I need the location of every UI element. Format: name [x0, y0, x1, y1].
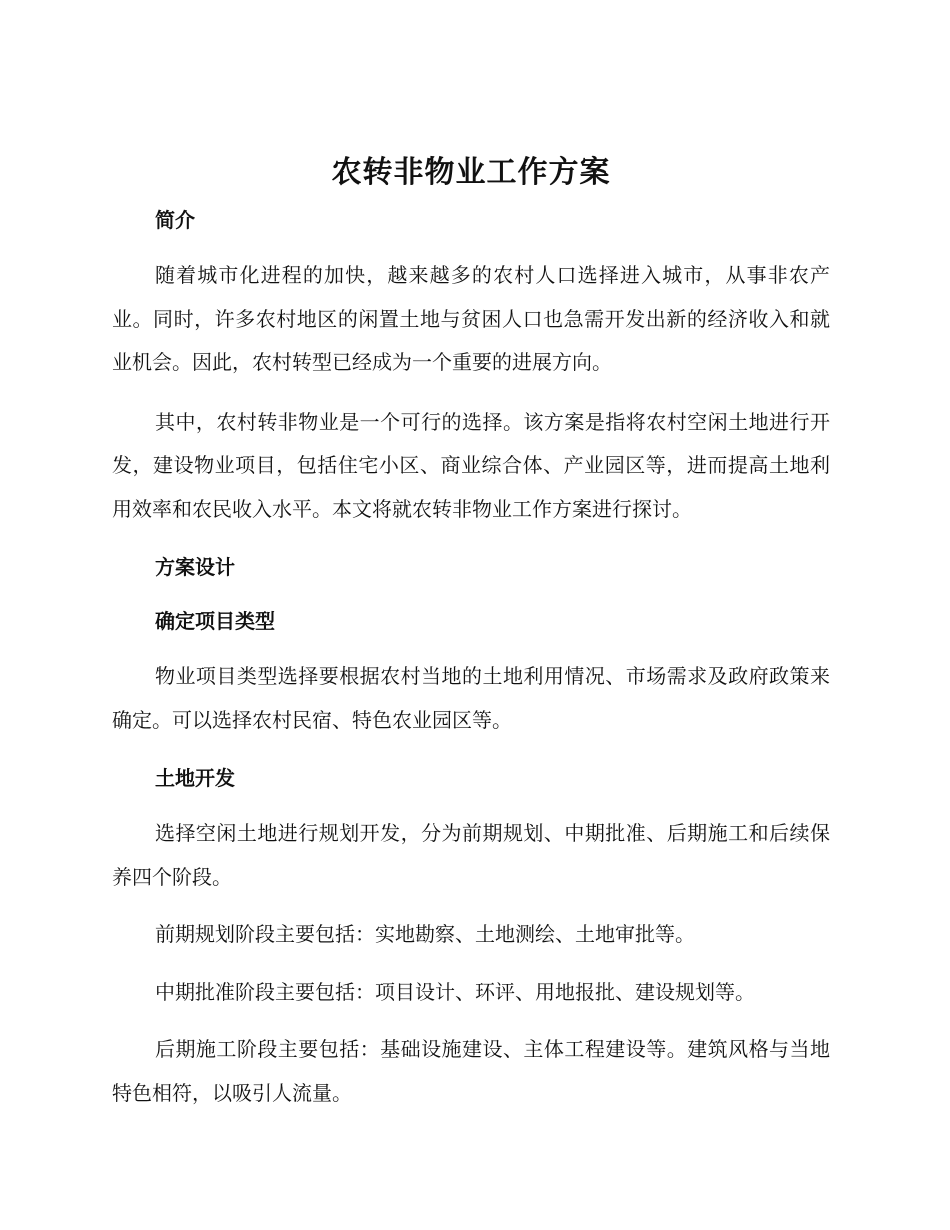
section-heading-project-type: 确定项目类型 — [155, 609, 275, 633]
section-heading-land-development: 土地开发 — [155, 766, 235, 790]
document-page — [112, 150, 830, 1115]
paragraph-land-1: 选择空闲土地进行规划开发，分为前期规划、中期批准、后期施工和后续保养四个阶段。 — [112, 821, 830, 889]
document-title: 农转非物业工作方案 — [331, 155, 611, 190]
paragraph-project-type: 物业项目类型选择要根据农村当地的土地利用情况、市场需求及政府政策来确定。可以选择农村民宿、特色农业园区等。 — [112, 664, 830, 732]
section-heading-design: 方案设计 — [155, 555, 235, 579]
paragraph-land-2: 前期规划阶段主要包括：实地勘察、土地测绘、土地审批等。 — [155, 922, 695, 946]
paragraph-land-3: 中期批准阶段主要包括：项目设计、环评、用地报批、建设规划等。 — [155, 979, 755, 1004]
section-heading-intro: 简介 — [155, 208, 195, 232]
paragraph-intro-2: 其中，农村转非物业是一个可行的选择。该方案是指将农村空闲土地进行开发，建设物业项目，包括住宅小区、商业综合体、产业园区等，进而提高土地利用效率和农民收入水平。本文将就农转非物业工作方案进行探讨。 — [112, 409, 830, 521]
paragraph-intro-1: 随着城市化进程的加快，越来越多的农村人口选择进入城市，从事非农产业。同时，许多农村地区的闲置土地与贫困人口也急需开发出新的经济收入和就业机会。因此，农村转型已经成为一个重要的进展方向。 — [112, 263, 830, 374]
paragraph-land-4: 后期施工阶段主要包括：基础设施建设、主体工程建设等。建筑风格与当地特色相符，以吸引人流量。 — [112, 1037, 830, 1105]
